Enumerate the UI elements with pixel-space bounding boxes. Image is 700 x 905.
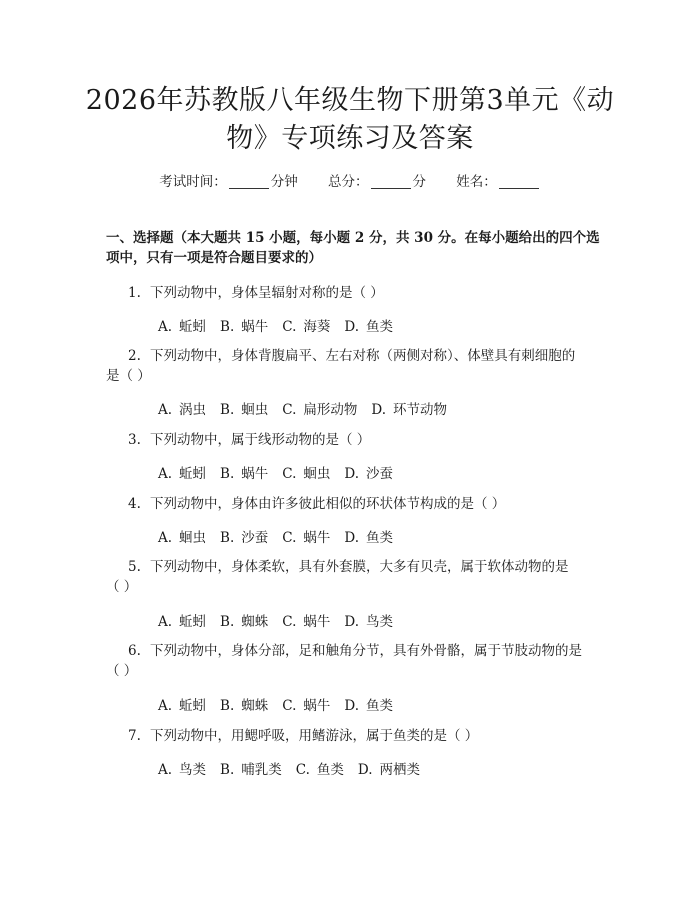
question-stem <box>106 641 602 661</box>
option-letter: C. <box>282 319 297 335</box>
question-stem <box>106 726 602 746</box>
question-stem <box>106 430 602 450</box>
title-line-1: 2026年苏教版八年级生物下册第3单元《动 <box>85 85 615 116</box>
question-stem <box>106 557 602 577</box>
option-letter: D. <box>357 762 373 778</box>
answer-option[interactable] <box>158 315 206 335</box>
option-text: 哺乳类 <box>241 762 282 778</box>
question-stem <box>106 346 602 366</box>
option-letter: B. <box>220 530 235 546</box>
option-text: 鸟类 <box>366 614 394 630</box>
option-text: 鱼类 <box>366 530 394 546</box>
answer-option[interactable] <box>282 462 330 482</box>
question-text-continued: （ ） <box>106 663 138 679</box>
question-item <box>106 726 602 746</box>
option-text: 蜗牛 <box>303 614 331 630</box>
option-text: 蜗牛 <box>241 466 269 482</box>
answer-option[interactable] <box>158 694 206 714</box>
option-letter: C. <box>282 698 297 714</box>
question-item <box>106 557 602 597</box>
question-text: 下列动物中，身体背腹扁平、左右对称（两侧对称）、体壁具有刺细胞的 <box>150 348 576 364</box>
question-item <box>106 494 602 514</box>
section-line-2: 项中，只有一项是符合题目要求的） <box>106 250 322 266</box>
option-letter: C. <box>295 762 310 778</box>
option-letter: D. <box>344 614 360 630</box>
question-text: 下列动物中，属于线形动物的是（ ） <box>150 432 371 448</box>
answer-option[interactable] <box>220 315 268 335</box>
option-letter: C. <box>282 614 297 630</box>
answer-option[interactable] <box>344 462 393 482</box>
answer-option[interactable] <box>358 758 420 778</box>
name-label: 姓名： <box>456 174 497 190</box>
answer-option[interactable] <box>344 694 393 714</box>
option-text: 鱼类 <box>366 319 394 335</box>
option-text: 沙蚕 <box>366 466 394 482</box>
answer-options <box>158 315 407 335</box>
option-letter: D. <box>344 466 360 482</box>
question-item <box>106 641 602 681</box>
option-letter: A. <box>158 698 173 714</box>
answer-option[interactable] <box>282 398 357 418</box>
option-text: 海葵 <box>303 319 331 335</box>
time-label: 考试时间： <box>159 174 227 190</box>
name-field <box>456 170 541 190</box>
option-text: 蛔虫 <box>241 402 269 418</box>
score-blank[interactable] <box>371 174 411 189</box>
section-line-1: 一、选择题（本大题共 15 小题，每小题 2 分，共 30 分。在每小题给出的四个选 <box>106 230 600 246</box>
score-label: 总分： <box>328 174 369 190</box>
answer-option[interactable] <box>282 526 330 546</box>
question-number: 5. <box>128 559 141 575</box>
option-text: 沙蚕 <box>241 530 269 546</box>
answer-options <box>158 526 407 546</box>
question-text-continued: 是（ ） <box>106 368 151 384</box>
answer-option[interactable] <box>220 526 268 546</box>
option-letter: C. <box>282 466 297 482</box>
answer-options <box>158 398 461 418</box>
answer-option[interactable] <box>296 758 344 778</box>
question-text: 下列动物中，身体分部，足和触角分节，具有外骨骼，属于节肢动物的是 <box>150 643 582 659</box>
answer-option[interactable] <box>220 694 268 714</box>
option-text: 涡虫 <box>179 402 207 418</box>
title-line-2: 物》专项练习及答案 <box>226 123 474 154</box>
option-letter: D. <box>344 698 360 714</box>
question-stem <box>106 494 602 514</box>
option-letter: B. <box>220 319 235 335</box>
option-letter: A. <box>158 466 173 482</box>
answer-option[interactable] <box>158 462 206 482</box>
option-text: 蜘蛛 <box>241 614 269 630</box>
time-field <box>159 170 298 190</box>
answer-option[interactable] <box>158 526 206 546</box>
option-letter: C. <box>282 530 297 546</box>
score-unit: 分 <box>412 174 426 190</box>
section-heading <box>106 228 602 268</box>
answer-option[interactable] <box>220 610 268 630</box>
answer-option[interactable] <box>220 758 282 778</box>
question-text-continued: （ ） <box>106 579 138 595</box>
answer-option[interactable] <box>220 398 268 418</box>
option-text: 蜗牛 <box>303 530 331 546</box>
option-text: 两栖类 <box>379 762 421 778</box>
question-item <box>106 346 602 386</box>
option-text: 蛔虫 <box>303 466 331 482</box>
answer-option[interactable] <box>371 398 447 418</box>
time-unit: 分钟 <box>270 174 298 190</box>
answer-options <box>158 694 407 714</box>
option-text: 环节动物 <box>393 402 448 418</box>
answer-option[interactable] <box>282 694 330 714</box>
answer-option[interactable] <box>344 610 393 630</box>
option-letter: A. <box>158 319 173 335</box>
question-number: 4. <box>128 496 141 512</box>
option-text: 蜗牛 <box>241 319 269 335</box>
score-field <box>328 170 426 190</box>
answer-option[interactable] <box>158 398 206 418</box>
option-text: 蜘蛛 <box>241 698 269 714</box>
option-letter: A. <box>158 614 173 630</box>
page-title <box>60 82 640 158</box>
option-text: 蚯蚓 <box>179 466 207 482</box>
option-text: 蜗牛 <box>303 698 331 714</box>
question-text: 下列动物中，用鳃呼吸，用鳍游泳，属于鱼类的是（ ） <box>150 728 479 744</box>
answer-option[interactable] <box>282 315 330 335</box>
question-stem <box>106 283 602 303</box>
answer-options <box>158 462 407 482</box>
option-text: 鸟类 <box>179 762 207 778</box>
exam-meta <box>0 170 700 190</box>
option-letter: A. <box>158 402 173 418</box>
option-text: 鱼类 <box>316 762 344 778</box>
answer-option[interactable] <box>282 610 330 630</box>
answer-option[interactable] <box>344 315 393 335</box>
option-letter: A. <box>158 762 173 778</box>
name-blank[interactable] <box>499 174 539 189</box>
option-letter: D. <box>371 402 387 418</box>
question-text: 下列动物中，身体由许多彼此相似的环状体节构成的是（ ） <box>150 496 506 512</box>
time-blank[interactable] <box>229 174 269 189</box>
answer-option[interactable] <box>344 526 393 546</box>
option-text: 蚯蚓 <box>179 698 207 714</box>
option-text: 蚯蚓 <box>179 614 207 630</box>
question-number: 1. <box>128 285 141 301</box>
option-letter: C. <box>282 402 297 418</box>
answer-option[interactable] <box>220 462 268 482</box>
answer-options <box>158 610 407 630</box>
answer-option[interactable] <box>158 758 206 778</box>
option-letter: B. <box>220 466 235 482</box>
question-item <box>106 283 602 303</box>
question-item <box>106 430 602 450</box>
option-letter: B. <box>220 698 235 714</box>
question-number: 3. <box>128 432 141 448</box>
option-text: 鱼类 <box>366 698 394 714</box>
option-letter: D. <box>344 530 360 546</box>
option-letter: B. <box>220 614 235 630</box>
question-text: 下列动物中，身体柔软，具有外套膜，大多有贝壳，属于软体动物的是 <box>150 559 569 575</box>
option-letter: D. <box>344 319 360 335</box>
question-number: 2. <box>128 348 141 364</box>
option-letter: B. <box>220 402 235 418</box>
question-number: 7. <box>128 728 141 744</box>
option-letter: B. <box>220 762 235 778</box>
question-text: 下列动物中，身体呈辐射对称的是（ ） <box>150 285 384 301</box>
option-letter: A. <box>158 530 173 546</box>
option-text: 蛔虫 <box>179 530 207 546</box>
answer-option[interactable] <box>158 610 206 630</box>
answer-options <box>158 758 434 778</box>
question-number: 6. <box>128 643 141 659</box>
option-text: 蚯蚓 <box>179 319 207 335</box>
option-text: 扁形动物 <box>303 402 358 418</box>
